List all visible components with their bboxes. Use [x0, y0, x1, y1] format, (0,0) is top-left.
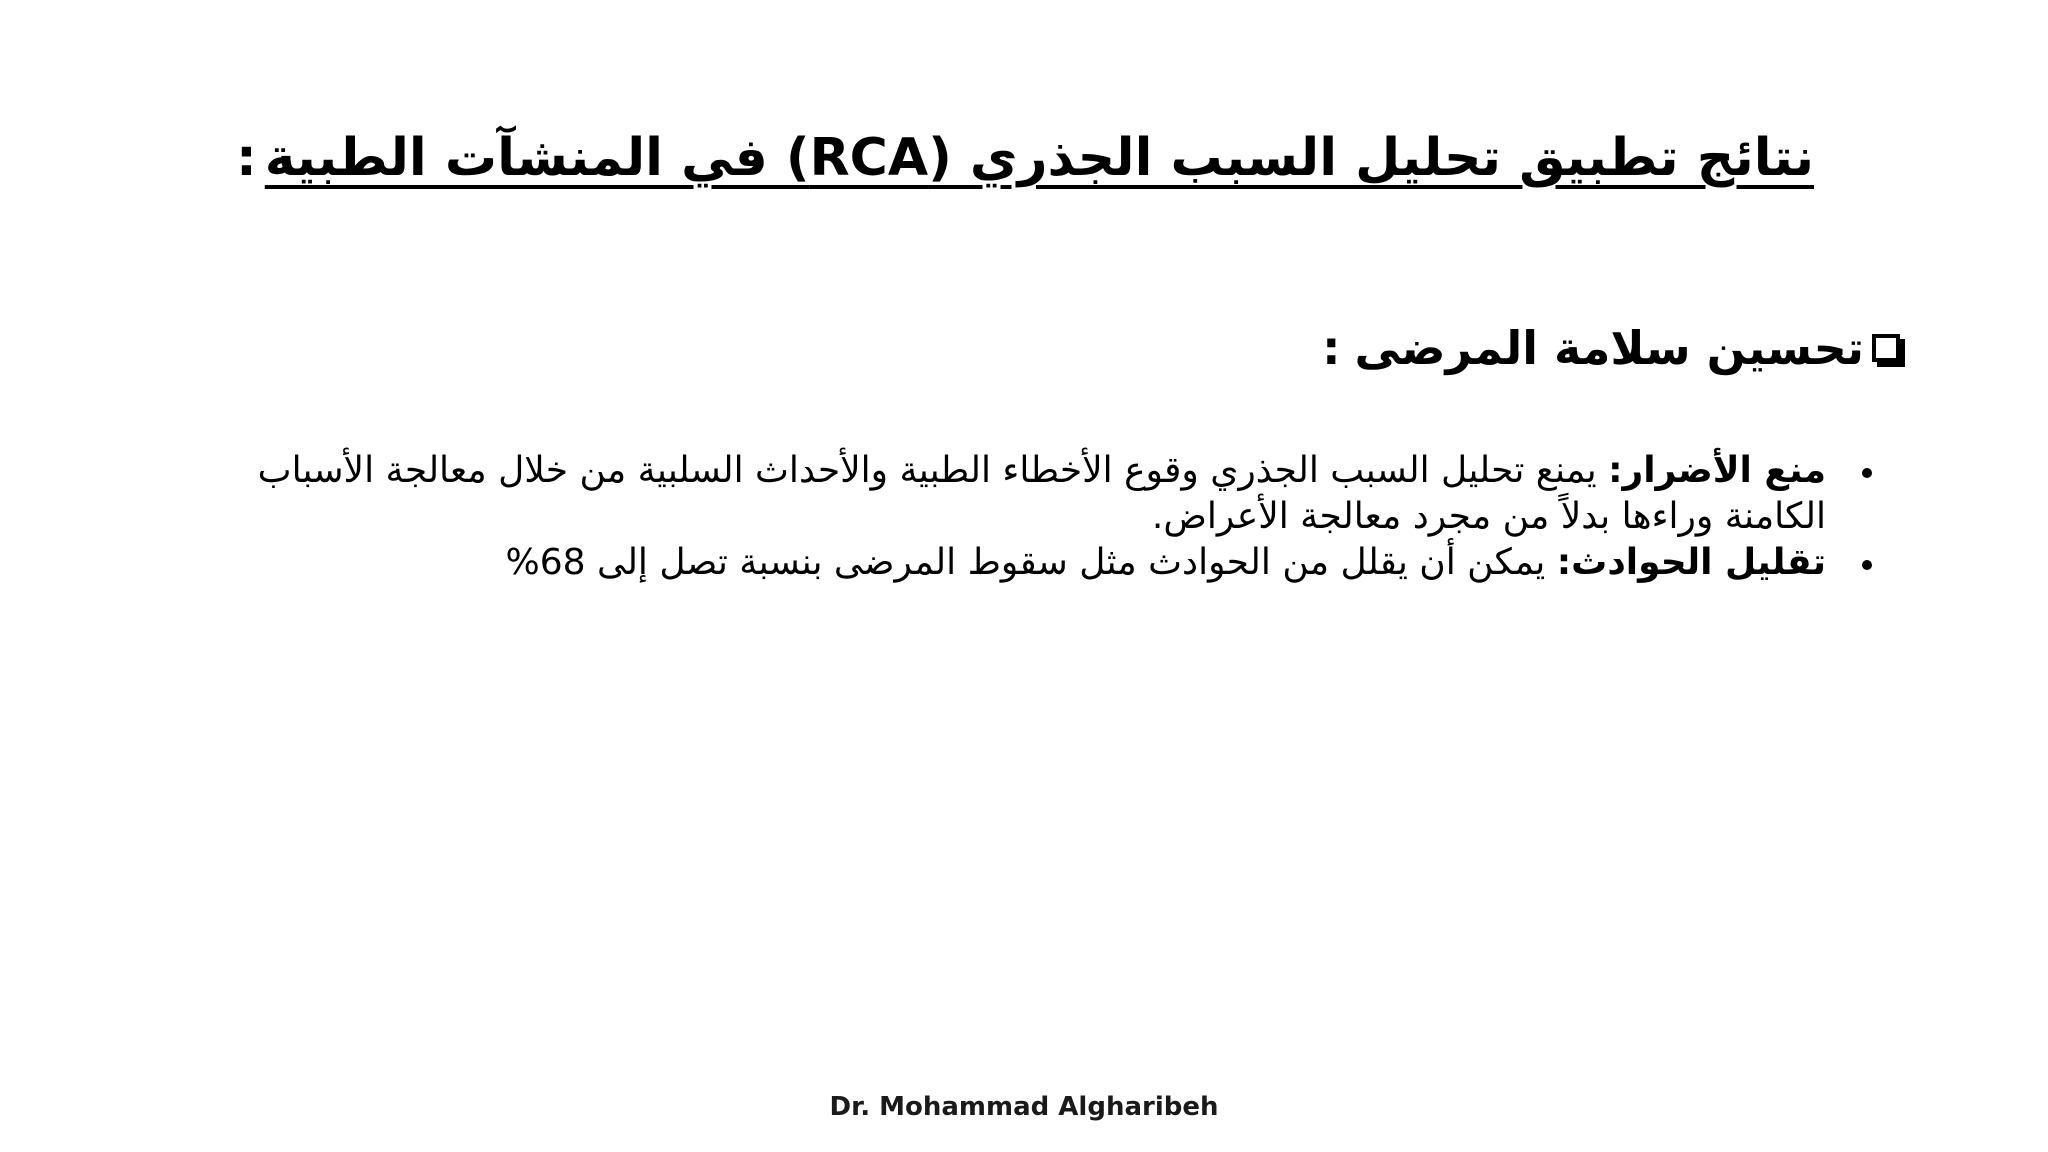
- bullet-term: منع الأضرار:: [1608, 450, 1826, 491]
- section-heading: [500, 308, 1900, 388]
- slide-title-text: نتائج تطبيق تحليل السبب الجذري (RCA) في المنشآت الطبية: [264, 128, 1814, 188]
- bullet-text: يمنع تحليل السبب الجذري وقوع الأخطاء الطبية والأحداث السلبية من خلال معالجة الأسباب الكامنة وراءها بدلاً من مجرد معالجة الأعراض.: [257, 450, 1826, 537]
- bullet-term: تقليل الحوادث:: [1556, 542, 1826, 583]
- section-heading-text: تحسين سلامة المرضى: [1354, 321, 1864, 375]
- bullet-dot-icon: [1862, 560, 1872, 570]
- bullet-item-reduce-incidents: [172, 540, 1872, 586]
- bullet-item-prevent-harm: [172, 448, 1872, 540]
- bullet-list: [172, 448, 1872, 586]
- bullet-text: يمكن أن يقلل من الحوادث مثل سقوط المرضى بنسبة تصل إلى 68%: [505, 542, 1557, 583]
- slide-title: [214, 118, 1814, 198]
- bullet-dot-icon: [1862, 468, 1872, 478]
- checkbox-icon: [1872, 334, 1900, 362]
- section-heading-colon: :: [1322, 321, 1341, 375]
- slide-title-colon: :: [235, 128, 257, 188]
- footer-author: Dr. Mohammad Algharibeh: [829, 1092, 1219, 1122]
